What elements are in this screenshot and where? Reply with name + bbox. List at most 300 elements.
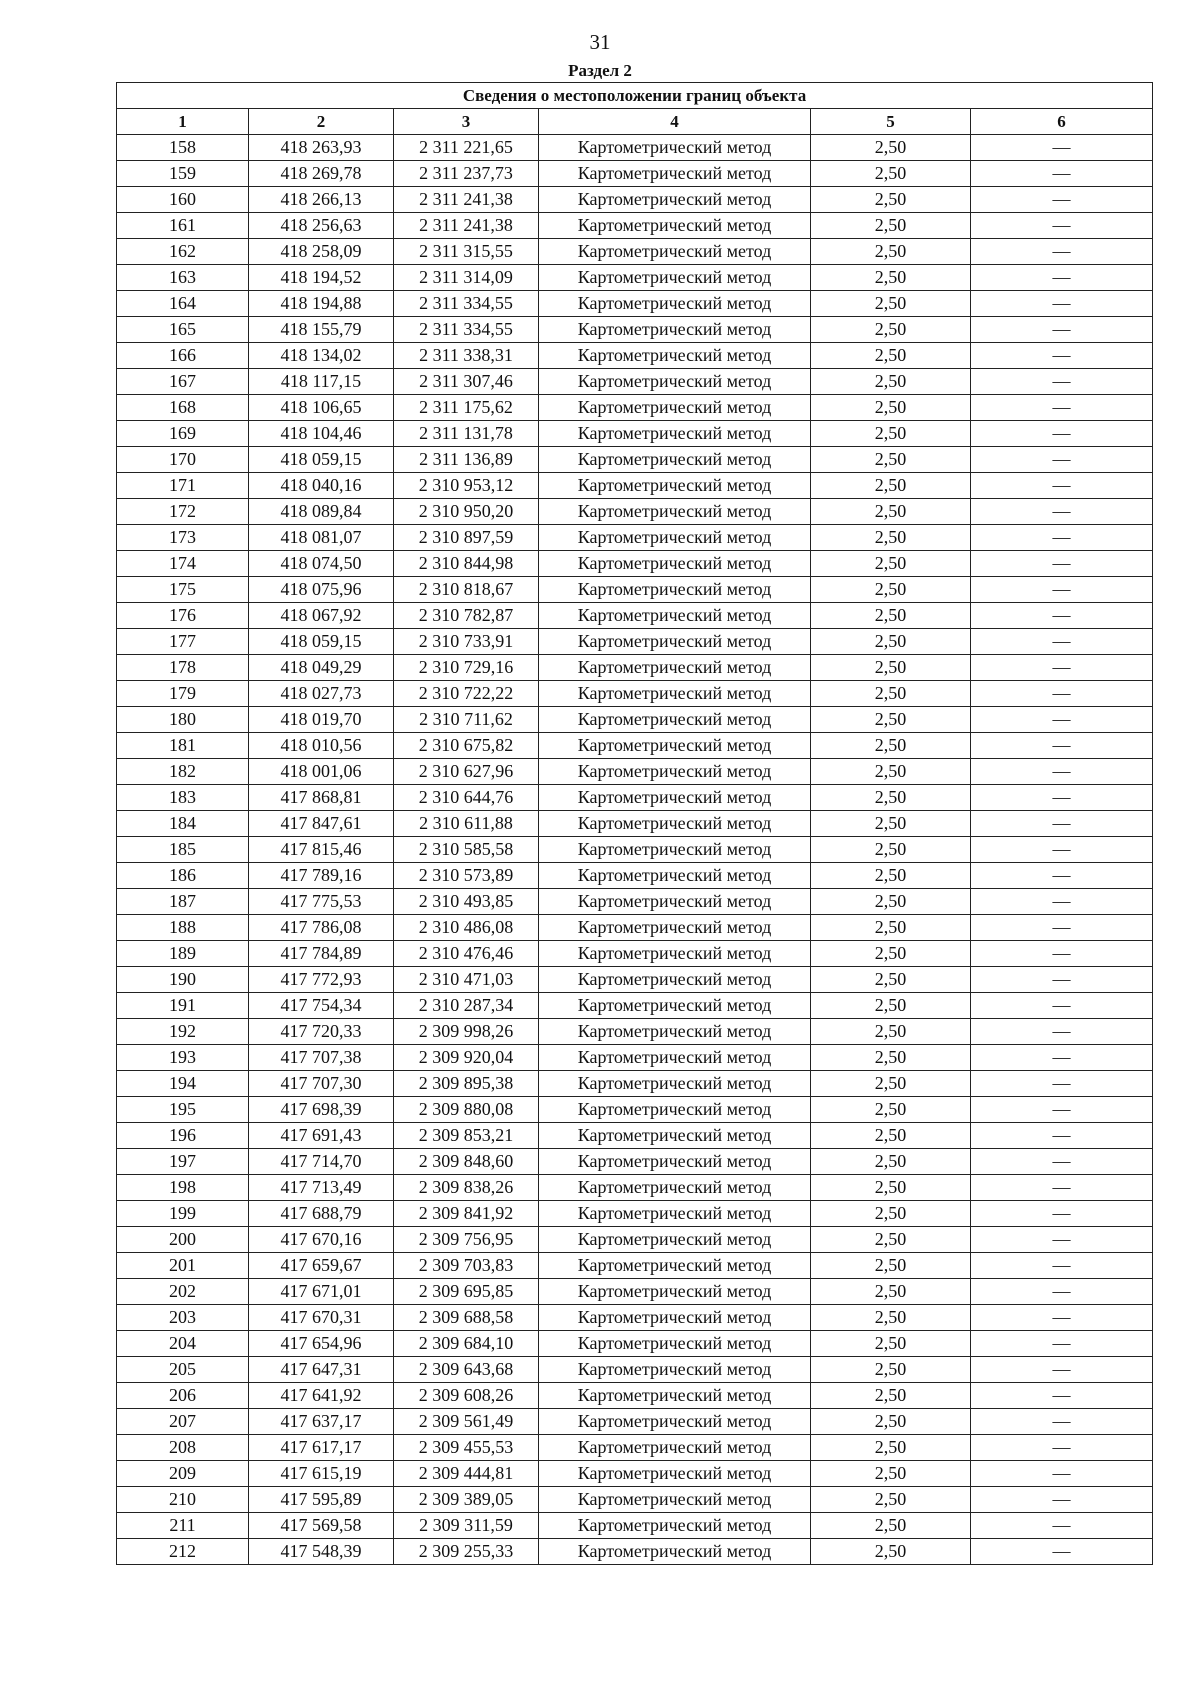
y-coordinate-cell: 2 310 287,34 [394, 993, 539, 1019]
method-cell: Картометрический метод [539, 681, 811, 707]
method-cell: Картометрический метод [539, 1279, 811, 1305]
description-cell: — [971, 915, 1153, 941]
x-coordinate-cell: 418 269,78 [249, 161, 394, 187]
column-number: 1 [117, 109, 249, 135]
accuracy-cell: 2,50 [811, 967, 971, 993]
method-cell: Картометрический метод [539, 1227, 811, 1253]
method-cell: Картометрический метод [539, 213, 811, 239]
y-coordinate-cell: 2 310 611,88 [394, 811, 539, 837]
accuracy-cell: 2,50 [811, 447, 971, 473]
y-coordinate-cell: 2 310 644,76 [394, 785, 539, 811]
x-coordinate-cell: 418 059,15 [249, 447, 394, 473]
table-row [117, 655, 1153, 681]
y-coordinate-cell: 2 311 237,73 [394, 161, 539, 187]
y-coordinate-cell: 2 310 471,03 [394, 967, 539, 993]
description-cell: — [971, 837, 1153, 863]
description-cell: — [971, 1019, 1153, 1045]
method-cell: Картометрический метод [539, 499, 811, 525]
y-coordinate-cell: 2 310 486,08 [394, 915, 539, 941]
point-number-cell: 209 [117, 1461, 249, 1487]
description-cell: — [971, 1097, 1153, 1123]
accuracy-cell: 2,50 [811, 837, 971, 863]
table-row [117, 863, 1153, 889]
y-coordinate-cell: 2 310 818,67 [394, 577, 539, 603]
point-number-cell: 208 [117, 1435, 249, 1461]
accuracy-cell: 2,50 [811, 629, 971, 655]
method-cell: Картометрический метод [539, 1175, 811, 1201]
x-coordinate-cell: 418 263,93 [249, 135, 394, 161]
point-number-cell: 174 [117, 551, 249, 577]
x-coordinate-cell: 417 637,17 [249, 1409, 394, 1435]
table-row [117, 239, 1153, 265]
column-number: 6 [971, 109, 1153, 135]
accuracy-cell: 2,50 [811, 1487, 971, 1513]
table-row [117, 1071, 1153, 1097]
y-coordinate-cell: 2 309 608,26 [394, 1383, 539, 1409]
point-number-cell: 211 [117, 1513, 249, 1539]
method-cell: Картометрический метод [539, 863, 811, 889]
accuracy-cell: 2,50 [811, 187, 971, 213]
table-row [117, 733, 1153, 759]
point-number-cell: 210 [117, 1487, 249, 1513]
y-coordinate-cell: 2 311 315,55 [394, 239, 539, 265]
table-row [117, 1253, 1153, 1279]
table-row [117, 551, 1153, 577]
description-cell: — [971, 1305, 1153, 1331]
method-cell: Картометрический метод [539, 447, 811, 473]
description-cell: — [971, 863, 1153, 889]
description-cell: — [971, 369, 1153, 395]
point-number-cell: 197 [117, 1149, 249, 1175]
description-cell: — [971, 759, 1153, 785]
x-coordinate-cell: 417 615,19 [249, 1461, 394, 1487]
x-coordinate-cell: 417 789,16 [249, 863, 394, 889]
accuracy-cell: 2,50 [811, 265, 971, 291]
table-row [117, 1539, 1153, 1565]
point-number-cell: 202 [117, 1279, 249, 1305]
method-cell: Картометрический метод [539, 629, 811, 655]
point-number-cell: 192 [117, 1019, 249, 1045]
point-number-cell: 176 [117, 603, 249, 629]
accuracy-cell: 2,50 [811, 421, 971, 447]
description-cell: — [971, 1331, 1153, 1357]
point-number-cell: 181 [117, 733, 249, 759]
point-number-cell: 195 [117, 1097, 249, 1123]
x-coordinate-cell: 418 081,07 [249, 525, 394, 551]
accuracy-cell: 2,50 [811, 1383, 971, 1409]
y-coordinate-cell: 2 311 175,62 [394, 395, 539, 421]
accuracy-cell: 2,50 [811, 343, 971, 369]
description-cell: — [971, 1071, 1153, 1097]
y-coordinate-cell: 2 309 998,26 [394, 1019, 539, 1045]
accuracy-cell: 2,50 [811, 733, 971, 759]
accuracy-cell: 2,50 [811, 603, 971, 629]
y-coordinate-cell: 2 309 895,38 [394, 1071, 539, 1097]
column-number: 2 [249, 109, 394, 135]
accuracy-cell: 2,50 [811, 239, 971, 265]
method-cell: Картометрический метод [539, 395, 811, 421]
x-coordinate-cell: 418 010,56 [249, 733, 394, 759]
y-coordinate-cell: 2 310 729,16 [394, 655, 539, 681]
table-row [117, 1097, 1153, 1123]
point-number-cell: 204 [117, 1331, 249, 1357]
description-cell: — [971, 1487, 1153, 1513]
table-row [117, 707, 1153, 733]
method-cell: Картометрический метод [539, 759, 811, 785]
y-coordinate-cell: 2 309 838,26 [394, 1175, 539, 1201]
point-number-cell: 180 [117, 707, 249, 733]
description-cell: — [971, 213, 1153, 239]
y-coordinate-cell: 2 309 756,95 [394, 1227, 539, 1253]
table-row [117, 1123, 1153, 1149]
y-coordinate-cell: 2 310 711,62 [394, 707, 539, 733]
accuracy-cell: 2,50 [811, 993, 971, 1019]
y-coordinate-cell: 2 309 684,10 [394, 1331, 539, 1357]
table-row [117, 1045, 1153, 1071]
y-coordinate-cell: 2 309 853,21 [394, 1123, 539, 1149]
method-cell: Картометрический метод [539, 603, 811, 629]
table-row [117, 577, 1153, 603]
y-coordinate-cell: 2 310 493,85 [394, 889, 539, 915]
table-row [117, 1383, 1153, 1409]
x-coordinate-cell: 418 019,70 [249, 707, 394, 733]
method-cell: Картометрический метод [539, 135, 811, 161]
table-row [117, 447, 1153, 473]
y-coordinate-cell: 2 309 255,33 [394, 1539, 539, 1565]
x-coordinate-cell: 417 670,31 [249, 1305, 394, 1331]
description-cell: — [971, 551, 1153, 577]
method-cell: Картометрический метод [539, 1383, 811, 1409]
x-coordinate-cell: 418 040,16 [249, 473, 394, 499]
point-number-cell: 189 [117, 941, 249, 967]
description-cell: — [971, 395, 1153, 421]
point-number-cell: 190 [117, 967, 249, 993]
table-row [117, 681, 1153, 707]
description-cell: — [971, 811, 1153, 837]
point-number-cell: 167 [117, 369, 249, 395]
description-cell: — [971, 265, 1153, 291]
x-coordinate-cell: 417 707,38 [249, 1045, 394, 1071]
accuracy-cell: 2,50 [811, 1513, 971, 1539]
method-cell: Картометрический метод [539, 1071, 811, 1097]
point-number-cell: 168 [117, 395, 249, 421]
table-row [117, 785, 1153, 811]
x-coordinate-cell: 418 117,15 [249, 369, 394, 395]
column-number: 5 [811, 109, 971, 135]
point-number-cell: 178 [117, 655, 249, 681]
y-coordinate-cell: 2 309 880,08 [394, 1097, 539, 1123]
description-cell: — [971, 681, 1153, 707]
table-row [117, 343, 1153, 369]
x-coordinate-cell: 418 155,79 [249, 317, 394, 343]
method-cell: Картометрический метод [539, 1357, 811, 1383]
x-coordinate-cell: 418 106,65 [249, 395, 394, 421]
table-row [117, 837, 1153, 863]
y-coordinate-cell: 2 309 841,92 [394, 1201, 539, 1227]
y-coordinate-cell: 2 310 733,91 [394, 629, 539, 655]
x-coordinate-cell: 418 194,88 [249, 291, 394, 317]
table-row [117, 1227, 1153, 1253]
y-coordinate-cell: 2 310 585,58 [394, 837, 539, 863]
y-coordinate-cell: 2 309 389,05 [394, 1487, 539, 1513]
y-coordinate-cell: 2 311 307,46 [394, 369, 539, 395]
description-cell: — [971, 447, 1153, 473]
description-cell: — [971, 941, 1153, 967]
description-cell: — [971, 1123, 1153, 1149]
point-number-cell: 188 [117, 915, 249, 941]
description-cell: — [971, 603, 1153, 629]
point-number-cell: 184 [117, 811, 249, 837]
x-coordinate-cell: 417 548,39 [249, 1539, 394, 1565]
accuracy-cell: 2,50 [811, 135, 971, 161]
description-cell: — [971, 473, 1153, 499]
y-coordinate-cell: 2 310 782,87 [394, 603, 539, 629]
x-coordinate-cell: 417 720,33 [249, 1019, 394, 1045]
point-number-cell: 182 [117, 759, 249, 785]
method-cell: Картометрический метод [539, 239, 811, 265]
x-coordinate-cell: 418 059,15 [249, 629, 394, 655]
point-number-cell: 163 [117, 265, 249, 291]
description-cell: — [971, 733, 1153, 759]
accuracy-cell: 2,50 [811, 1357, 971, 1383]
accuracy-cell: 2,50 [811, 473, 971, 499]
x-coordinate-cell: 417 688,79 [249, 1201, 394, 1227]
y-coordinate-cell: 2 310 950,20 [394, 499, 539, 525]
method-cell: Картометрический метод [539, 967, 811, 993]
description-cell: — [971, 1539, 1153, 1565]
page-number: 31 [589, 30, 611, 54]
accuracy-cell: 2,50 [811, 161, 971, 187]
description-cell: — [971, 655, 1153, 681]
table-row [117, 759, 1153, 785]
y-coordinate-cell: 2 310 953,12 [394, 473, 539, 499]
table-row [117, 395, 1153, 421]
accuracy-cell: 2,50 [811, 681, 971, 707]
method-cell: Картометрический метод [539, 1253, 811, 1279]
accuracy-cell: 2,50 [811, 941, 971, 967]
x-coordinate-cell: 417 698,39 [249, 1097, 394, 1123]
x-coordinate-cell: 417 670,16 [249, 1227, 394, 1253]
point-number-cell: 200 [117, 1227, 249, 1253]
x-coordinate-cell: 417 691,43 [249, 1123, 394, 1149]
point-number-cell: 205 [117, 1357, 249, 1383]
x-coordinate-cell: 418 089,84 [249, 499, 394, 525]
x-coordinate-cell: 417 617,17 [249, 1435, 394, 1461]
accuracy-cell: 2,50 [811, 551, 971, 577]
point-number-cell: 161 [117, 213, 249, 239]
column-number-row [117, 109, 1153, 135]
table-row [117, 941, 1153, 967]
method-cell: Картометрический метод [539, 1461, 811, 1487]
method-cell: Картометрический метод [539, 187, 811, 213]
y-coordinate-cell: 2 310 897,59 [394, 525, 539, 551]
y-coordinate-cell: 2 311 131,78 [394, 421, 539, 447]
table-row [117, 421, 1153, 447]
table-row [117, 525, 1153, 551]
table-row [117, 187, 1153, 213]
point-number-cell: 177 [117, 629, 249, 655]
table-row [117, 369, 1153, 395]
table-row [117, 1149, 1153, 1175]
description-cell: — [971, 161, 1153, 187]
method-cell: Картометрический метод [539, 551, 811, 577]
x-coordinate-cell: 417 671,01 [249, 1279, 394, 1305]
point-number-cell: 158 [117, 135, 249, 161]
point-number-cell: 159 [117, 161, 249, 187]
table-row [117, 1513, 1153, 1539]
method-cell: Картометрический метод [539, 1123, 811, 1149]
accuracy-cell: 2,50 [811, 499, 971, 525]
accuracy-cell: 2,50 [811, 1123, 971, 1149]
table-row [117, 1461, 1153, 1487]
description-cell: — [971, 187, 1153, 213]
point-number-cell: 183 [117, 785, 249, 811]
description-cell: — [971, 343, 1153, 369]
description-cell: — [971, 1357, 1153, 1383]
point-number-cell: 191 [117, 993, 249, 1019]
method-cell: Картометрический метод [539, 577, 811, 603]
description-cell: — [971, 1175, 1153, 1201]
table-row [117, 1435, 1153, 1461]
y-coordinate-cell: 2 309 455,53 [394, 1435, 539, 1461]
x-coordinate-cell: 417 772,93 [249, 967, 394, 993]
y-coordinate-cell: 2 311 136,89 [394, 447, 539, 473]
x-coordinate-cell: 417 659,67 [249, 1253, 394, 1279]
table-row [117, 967, 1153, 993]
y-coordinate-cell: 2 311 338,31 [394, 343, 539, 369]
point-number-cell: 199 [117, 1201, 249, 1227]
description-cell: — [971, 1409, 1153, 1435]
y-coordinate-cell: 2 309 643,68 [394, 1357, 539, 1383]
method-cell: Картометрический метод [539, 1539, 811, 1565]
accuracy-cell: 2,50 [811, 1019, 971, 1045]
description-cell: — [971, 317, 1153, 343]
x-coordinate-cell: 417 815,46 [249, 837, 394, 863]
accuracy-cell: 2,50 [811, 291, 971, 317]
table-body [117, 135, 1153, 1565]
accuracy-cell: 2,50 [811, 811, 971, 837]
coordinates-table [116, 82, 1153, 1565]
method-cell: Картометрический метод [539, 1513, 811, 1539]
accuracy-cell: 2,50 [811, 1409, 971, 1435]
accuracy-cell: 2,50 [811, 1331, 971, 1357]
point-number-cell: 186 [117, 863, 249, 889]
description-cell: — [971, 1279, 1153, 1305]
point-number-cell: 201 [117, 1253, 249, 1279]
table-row [117, 889, 1153, 915]
description-cell: — [971, 1253, 1153, 1279]
table-row [117, 135, 1153, 161]
point-number-cell: 187 [117, 889, 249, 915]
method-cell: Картометрический метод [539, 421, 811, 447]
accuracy-cell: 2,50 [811, 1071, 971, 1097]
accuracy-cell: 2,50 [811, 1175, 971, 1201]
point-number-cell: 193 [117, 1045, 249, 1071]
method-cell: Картометрический метод [539, 1409, 811, 1435]
description-cell: — [971, 525, 1153, 551]
point-number-cell: 171 [117, 473, 249, 499]
x-coordinate-cell: 417 847,61 [249, 811, 394, 837]
accuracy-cell: 2,50 [811, 759, 971, 785]
method-cell: Картометрический метод [539, 915, 811, 941]
description-cell: — [971, 1201, 1153, 1227]
point-number-cell: 207 [117, 1409, 249, 1435]
accuracy-cell: 2,50 [811, 395, 971, 421]
x-coordinate-cell: 417 784,89 [249, 941, 394, 967]
y-coordinate-cell: 2 311 221,65 [394, 135, 539, 161]
method-cell: Картометрический метод [539, 941, 811, 967]
accuracy-cell: 2,50 [811, 915, 971, 941]
x-coordinate-cell: 418 256,63 [249, 213, 394, 239]
y-coordinate-cell: 2 310 675,82 [394, 733, 539, 759]
description-cell: — [971, 993, 1153, 1019]
accuracy-cell: 2,50 [811, 577, 971, 603]
y-coordinate-cell: 2 310 844,98 [394, 551, 539, 577]
method-cell: Картометрический метод [539, 161, 811, 187]
y-coordinate-cell: 2 310 627,96 [394, 759, 539, 785]
method-cell: Картометрический метод [539, 1331, 811, 1357]
x-coordinate-cell: 417 707,30 [249, 1071, 394, 1097]
x-coordinate-cell: 417 647,31 [249, 1357, 394, 1383]
y-coordinate-cell: 2 309 561,49 [394, 1409, 539, 1435]
x-coordinate-cell: 418 134,02 [249, 343, 394, 369]
accuracy-cell: 2,50 [811, 525, 971, 551]
y-coordinate-cell: 2 309 688,58 [394, 1305, 539, 1331]
y-coordinate-cell: 2 311 334,55 [394, 317, 539, 343]
method-cell: Картометрический метод [539, 317, 811, 343]
accuracy-cell: 2,50 [811, 1149, 971, 1175]
method-cell: Картометрический метод [539, 265, 811, 291]
table-row [117, 1279, 1153, 1305]
table-row [117, 1487, 1153, 1513]
y-coordinate-cell: 2 311 314,09 [394, 265, 539, 291]
x-coordinate-cell: 418 104,46 [249, 421, 394, 447]
description-cell: — [971, 967, 1153, 993]
table-row [117, 1201, 1153, 1227]
y-coordinate-cell: 2 310 722,22 [394, 681, 539, 707]
description-cell: — [971, 239, 1153, 265]
method-cell: Картометрический метод [539, 733, 811, 759]
x-coordinate-cell: 417 713,49 [249, 1175, 394, 1201]
x-coordinate-cell: 418 074,50 [249, 551, 394, 577]
method-cell: Картометрический метод [539, 1305, 811, 1331]
x-coordinate-cell: 417 786,08 [249, 915, 394, 941]
accuracy-cell: 2,50 [811, 1227, 971, 1253]
method-cell: Картометрический метод [539, 811, 811, 837]
column-number: 4 [539, 109, 811, 135]
description-cell: — [971, 291, 1153, 317]
method-cell: Картометрический метод [539, 1435, 811, 1461]
table-caption: Сведения о местоположении границ объекта [117, 83, 1153, 109]
accuracy-cell: 2,50 [811, 707, 971, 733]
description-cell: — [971, 421, 1153, 447]
accuracy-cell: 2,50 [811, 1097, 971, 1123]
description-cell: — [971, 1383, 1153, 1409]
accuracy-cell: 2,50 [811, 213, 971, 239]
table-row [117, 161, 1153, 187]
description-cell: — [971, 135, 1153, 161]
description-cell: — [971, 1149, 1153, 1175]
accuracy-cell: 2,50 [811, 1461, 971, 1487]
accuracy-cell: 2,50 [811, 863, 971, 889]
x-coordinate-cell: 417 595,89 [249, 1487, 394, 1513]
point-number-cell: 162 [117, 239, 249, 265]
method-cell: Картометрический метод [539, 343, 811, 369]
accuracy-cell: 2,50 [811, 1045, 971, 1071]
method-cell: Картометрический метод [539, 291, 811, 317]
point-number-cell: 212 [117, 1539, 249, 1565]
description-cell: — [971, 889, 1153, 915]
